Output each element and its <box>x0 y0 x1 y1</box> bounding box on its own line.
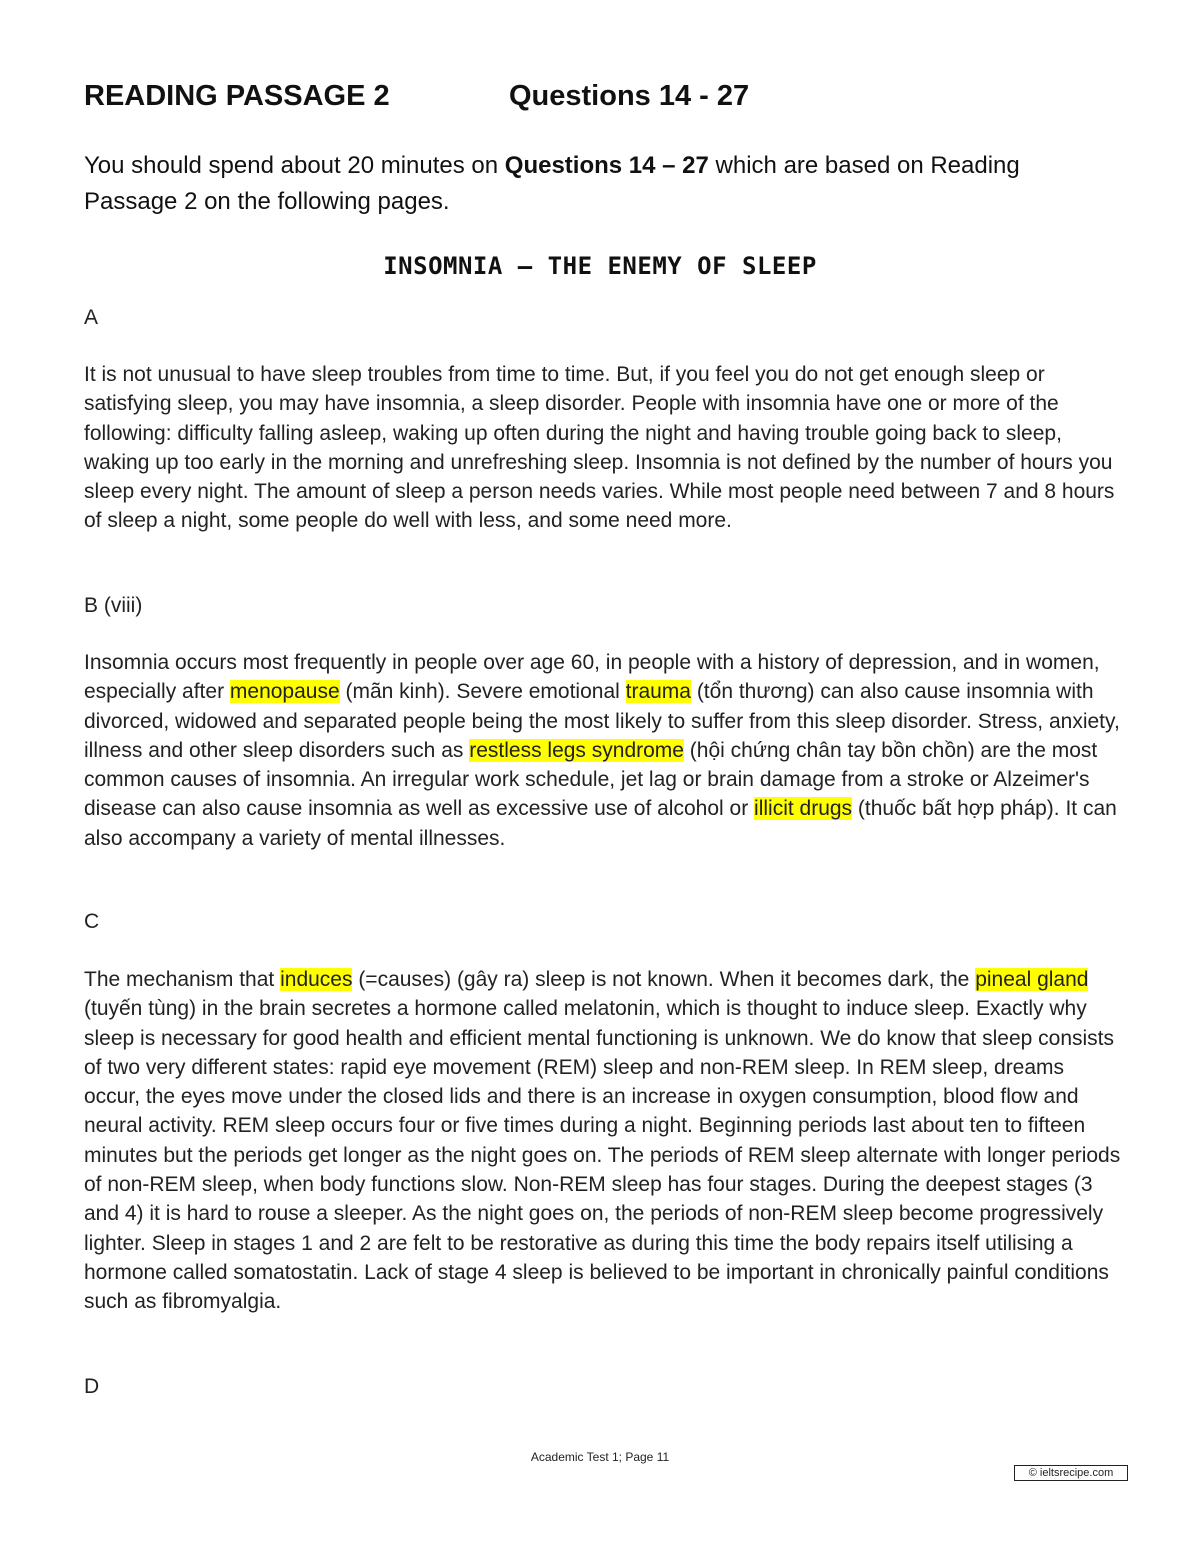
page-footer: Academic Test 1; Page 11 <box>530 1450 670 1464</box>
section-b-text: Insomnia occurs most frequently in people over age 60, in people with a history of depression, and in women, especially after <box>84 651 1100 704</box>
section-c-text: (=causes) (gây ra) sleep is not known. When it becomes dark, the <box>352 968 976 991</box>
section-b-text: (thuốc bất hợp pháp). It can also accompany a variety of mental illnesses. <box>84 797 1117 850</box>
instructions-questions: Questions 14 – 27 <box>504 152 709 179</box>
instructions <box>84 148 1094 220</box>
highlight-induces: induces <box>280 968 353 991</box>
section-c-label: C <box>84 910 100 933</box>
copyright-box: © ieltsrecipe.com <box>1014 1465 1128 1481</box>
section-b-text: (mãn kinh). Severe emotional <box>339 680 626 704</box>
passage-header <box>84 80 750 113</box>
section-c-text: (tuyến tùng) in the brain secretes a hormone called melatonin, which is thought to induce sleep. Exactly why sleep is necessary for good health and efficient mental functioning is unknown. We do know that sleep consists of two very different states: rapid eye movement (REM) sleep and non-REM sleep. In REM sleep, dreams occur, the eyes move under the closed lids and there is an increase in oxygen consumption, blood flow and neural activity. REM sleep occurs four or five times during a night. Beginning periods last about ten to fifteen minutes but the periods get longer as the night goes on. The periods of REM sleep alternate with longer periods of non-REM sleep, when body functions slow. Non-REM sleep has four stages. During the deepest stages (3 and 4) it is hard to rouse a sleeper. As the night goes on, the periods of non-REM sleep become progressively lighter. Sleep in stages 1 and 2 are felt to be restorative as during this time the body repairs itself utilising a hormone called somatostatin. Lack of stage 4 sleep is believed to be important in chronically painful conditions such as fibromyalgia. <box>84 997 1121 1314</box>
section-b-paragraph <box>84 648 1124 853</box>
questions-range: Questions 14 - 27 <box>509 80 750 112</box>
highlight-menopause: menopause <box>229 680 340 704</box>
section-a-label: A <box>84 306 99 329</box>
section-b-text: (tổn thương) can also cause insomnia with divorced, widowed and separated people being the most likely to suffer from this sleep disorder. Stress, anxiety, illness and other sleep disorders such as <box>84 680 1120 762</box>
highlight-trauma: trauma <box>625 680 691 704</box>
section-b-text: (hội chứng chân tay bồn chồn) are the most common causes of insomnia. An irregular work schedule, jet lag or brain damage from a stroke or Alzeimer's disease can also cause insomnia as well as excessive use of alcohol or <box>84 738 1098 821</box>
highlight-restless-legs-syndrome: restless legs syndrome <box>469 738 684 762</box>
section-c-paragraph <box>84 965 1124 1317</box>
passage-heading: READING PASSAGE 2 <box>84 80 390 112</box>
section-d-label: D <box>84 1375 100 1398</box>
instructions-text-2: which are based on Reading Passage 2 on the following pages. <box>84 152 1020 215</box>
highlight-pineal-gland: pineal gland <box>975 968 1089 991</box>
section-b-label: B (viii) <box>84 594 143 617</box>
highlight-illicit-drugs: illicit drugs <box>754 797 853 821</box>
section-c-text: The mechanism that <box>84 968 281 991</box>
section-a-paragraph: It is not unusual to have sleep troubles from time to time. But, if you feel you do not get enough sleep or satisfying sleep, you may have insomnia, a sleep disorder. People with insomnia have one or more of the following: difficulty falling asleep, waking up often during the night and having trouble going back to sleep, waking up too early in the morning and unrefreshing sleep. Insomnia is not defined by the number of hours you sleep every night. The amount of sleep a person needs varies. While most people need between 7 and 8 hours of sleep a night, some people do well with less, and some need more. <box>84 363 1115 533</box>
passage-title: INSOMNIA – THE ENEMY OF SLEEP <box>383 252 817 280</box>
instructions-text-1: You should spend about 20 minutes on <box>84 152 505 179</box>
